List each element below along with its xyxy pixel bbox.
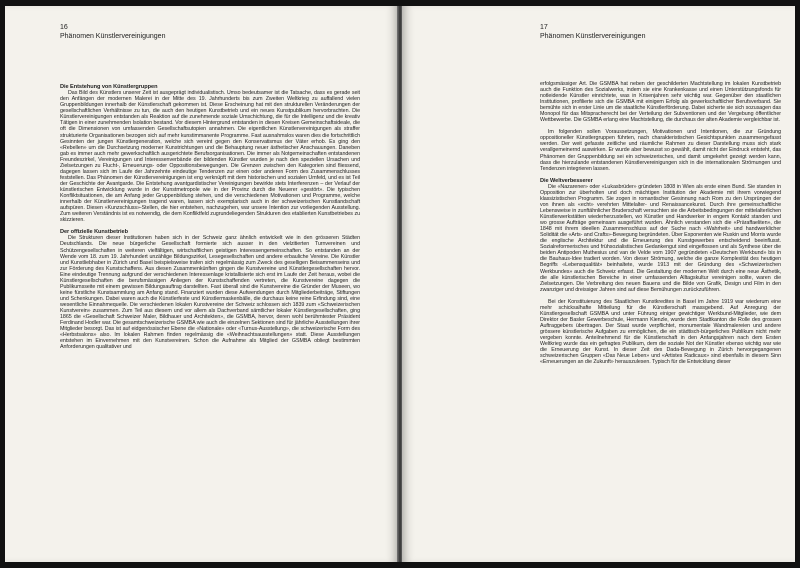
page-number: 16 (60, 24, 68, 31)
running-head: Phänomen Künstlervereinigungen (540, 33, 646, 40)
paragraph: erfolgsmässiger Art. Die GSMBA hat neben der geschilderten Machtstellung im lokalen Kunstbetrieb auch die Funktion des Sozialwerks, indem sie eine Krankenkasse und einen Unterstützungsfonds für notleidende Künstler einrichtete, was in Krisenjahren sehr wichtig war. Gegenüber den staatlichen Institutionen, profilierte sich die GSMBA mit einigem Erfolg als gewerkschaftlicher Berufsverband. Sie bemühte sich in erster Linie um die staatliche Künstlerförderung. Dabei sicherte sie sich sozusagen das Monopol für das Mitspracherecht bei der Verteilung der Subventionen und der Vergebung öffentlicher Wettbewerbe. Die GSMBA erlang eine Machtstellung, die durchaus der alten Akademie vergleichbar ist. (540, 81, 781, 124)
paragraph: Das Bild des Künstlers unserer Zeit ist ausgeprägt individualistisch. Umso bedeutsamer ist die Tatsache, dass es gerade seit den Anfängen der modernen Malerei in der Mitte des 19. Jahrhunderts bis zum Zweiten Weltkrieg zu auffallend vielen Gruppenbildungen innerhalb der Künstlerschaft gekommen ist. Diese Erscheinung hat mit den strukturellen Veränderungen der gesellschaftlichen Verhältnisse zu tun, die auch den heutigen Kunstbetrieb und ein neues Kunstpublikum hervorbrachten. Die Künstlervereinigungen entstanden als Reaktion auf die zunehmende soziale Umschichtung, die für die Intelligenz und die kreativ Tätigen in einer zunehmenden Isolation bestand. Vor diesem Hintergrund entstanden in diesen Kreisen Gemeinschaftsideale, die oft die Dimensionen von umfassenden Gesellschaftsutopien annahmen. Die eigentlichen Künstlervereinigungen als straffer strukturierte Organisationen bezogen sich auf mehr kunstimmanente Programme. Fast ausnahmslos waren dies die fortschrittlich Gesinnten der jungen Künstlergeneration, welche sich vereint gegen den Konservatismus der Väter erhob. Es ging den «Rebellen» um die Durchsetzung moderner Kunstrichtungen und die Behauptung neuer ästhetischer Anschauungen. Daneben gab es immer auch mehr gewerkschaftlich ausgerichtete Berufsorganisationen. Die immer als Notgemeinschaften entstandenen Freundeszirkel, Vereinigungen und Interessenverbände der bildenden Künstler wurden je nach den speziellen Ursachen und Zielsetzungen zu Flucht-, Erneuerungs- oder Oppositionsbewegungen. Die Grenzen zwischen den Kategorien sind fliessend, dagegen lassen sich im Laufe der Jahrzehnte eindeutige Tendenzen zur einen oder anderen Form des Zusammenschlusses feststellen. Das Phänomen der Künstlervereinigungen ist eng verknüpft mit dem historischen und sozialen Umfeld, und es ist Teil der Geschichte der Avantgarde. Die Entstehung avantgardistischer Vereinigungen bewirkte stets Interferenzen – der Verlauf der künstlerischen Entwicklung wurde in der Kunstmetropole wie in der Provinz durch die Neuerer «gestört». Die typischen Konfliktsituationen, die am Anfang jeder Gruppenbildung stehen, und die verschiedenen Motivationen und Programme, welche innerhalb der Künstlervereinigungen tragend waren, lassen sich exemplarisch auch in der schweizerischen Kunstlandschaft aufspüren. Diesen «Kunzschluss»-Stellen, die hier entstehen, nachzugehen, war unsere Intention zur vorliegenden Ausstellung. Zum weiteren Verständnis ist es notwendig, die dem Konfliktfeld zugrundeliegenden Strukturen des etablierten Kunstbetriebes zu skizzieren. (60, 90, 360, 224)
right-page-body (540, 81, 781, 371)
page-number: 17 (540, 24, 548, 31)
section-heading: Der offizielle Kunstbetrieb (60, 229, 128, 236)
paragraph: Die «Nazarener» oder «Lukasbrüder» gründeten 1808 in Wien als erste einen Bund. Sie standen in Opposition zur überholten und doch mächtigen Institution der Akademie mit ihrem vorwiegend klassizistischen Programm. Sie zogen in romantischer Gesinnung nach Rom zu den Ursprüngen der von ihnen als «echt» verehrten Mittelalter- und Renaissancekunst. Durch ihre gemeinschaftliche Lebensweise in zunftähnlicher Bruderschaft versuchten sie die Arbeitsbedingungen der mittelalterlichen Künstlerwerkstätten wiederherzustellen, wo Künstler und Handwerker in engem Kontakt standen und wo grosse Aufträge gemeinsam ausgeführt wurden. Ähnlich verstanden sich die «Präraffaeliten», die 1848 mit ihrem ideellen Zusammenschluss auf der Suche nach «Wahrheit» und handwerklicher Solidität die «Arts- and Crafts»-Bewegung begründeten. Über Exponenten wie Ruskin und Morris wurde die englische Architektur und die Erneuerung des Kunstgewerbes entscheidend beeinflusst. Sozialreformerisches und frühsozialistisches Gedankengut sind eingeflossen und als Synthese über die beiden Antipoden Muthesius und van de Velde vom 1907 gegründeten «Deutschen Werkbund» bis in die Bauhaus-Idee tradiert worden. Von dieser Strömung, welche die ganze Komplexität des heutigen Begriffs «Lebensqualität» beinhaltete, wurde 1913 mit der Gründung des «Schweizerischen Werkbundes» auch die Schweiz erfasst. Die Gestaltung der modernen Welt durch eine neue Ästhetik, die alle künstlerischen Bereiche in einer umfassenden Alltagskultur vereinigen sollte, waren die Zielsetzungen. Die Verbreitung des neuen Bauens und die Bilde von Grafik, Design und Film in den zwanziger und dreissiger Jahren sind auf diese Bemühungen zurückzuführen. (540, 183, 781, 293)
section-heading: Die Entstehung von Künstlergruppen (60, 84, 158, 90)
paragraph: Die Strukturen dieser Institutionen haben sich in der Schweiz ganz ähnlich entwickelt wie in den grösseren Städten Deutschlands. Die neue bürgerliche Gesellschaft formierte sich ausser in den vielzitierten Turnvereinen und Schützengesellschaften in weiteren vielfältigen, wirtschaftlichen geistigen Interessengemeinschaften. So entstanden an der Wende vom 18. zum 19. Jahrhundert unzählige Bildungszirkel, Lesegesellschaften und andere erbauliche Vereine. Die Künstler und Kunstliebhaber in Zürich und Basel beispielsweise trafen sich regelmässig zum Zweck des geselligen Beisammenseins und zur Förderung des Kunstschaffens. Aus diesen Zusammenkünften gingen die Kunstvereine und Künstlergesellschaften hervor. Eine eindeutige Trennung aufgrund der verschiedenen Interessenlage kristallisierte sich erst im Laufe der Zeit heraus, wobei die Künstlergesellschaften die berufsmässigen Anliegen der Kunstschaffenden vertreten, die Kunstvereine dagegen die Publikumsseite mit einem gewissen Bildungsauftrag darstellten. Fast überall sind die Kunstvereine die Gründer der Museen, wo keine fürstliche Kunstsammlung am Anfang stand. Finanziert wurden diese Aufwendungen durch Mitgliederbeiträge, Stiftungen und Schenkungen. Dabei waren auch die Künstlerfeste und Künstlermaskenbälle, die durchaus keine reine Erfindung sind, eine wesentliche Einnahmequelle. Die verschiedenen lokalen Kunstvereine der Schweiz schlossen sich 1839 zum «Schweizerischen Kunstverein» zusammen. Zum Teil aus diesem und vor allem als Dachverband sämtlicher lokaler Künstlergesellschaften, ging 1865 die «Gesellschaft Schweizer Maler, Bildhauer und Architekten», die GSMBA, hervor, deren wohl berühmtester Präsident Ferdinand Hodler war. Die gesamtschweizerische GSMBA wie auch die einzelnen Sektionen sind für jährliche Ausstellungen ihrer Mitglieder besorgt. Das ist auf eidgenössischer Ebene die «Nationale» oder «Turnus-Ausstellung», die schweizerische Form des «Herbstsalons» also. Im lokalen Rahmen finden regelmässig die «Weihnachtsausstellungen» statt. Diese Ausstellungen entstehen im Einvernehmen mit den Kunstvereinen. Schon die Aufnahme als Mitglied der GSMBA obliegt bestimmten Anforderungen qualitativer und (60, 235, 360, 351)
left-page-body (60, 84, 360, 356)
running-head: Phänomen Künstlervereinigungen (60, 33, 166, 40)
paragraph: Im folgenden sollen Voraussetzungen, Motivationen und Intentionen, die zur Gründung oppositioneller Künstlergruppen führten, nach charakteristischen Gesichtspunkten zusammengefasst werden. Der weit gefasste zeitliche und räumliche Rahmen zu dieser Darstellung muss sich stark verallgemeinernd auswirken. Er wurde aber bewusst so gewählt, damit nicht der Eindruck entsteht, das Phänomen der Gruppenbildung sei ein schweizerisches, und damit umgekehrt gezeigt werden kann, dass die hierzulande entstandenen Künstlervereinigungen sich in die internationalen Strömungen und Tendenzen integrieren lassen. (540, 129, 781, 172)
right-page (402, 6, 795, 562)
section-heading: Die Weltverbesserer (540, 177, 593, 184)
left-page (5, 6, 398, 562)
paragraph: Bei der Konstituierung des Staatlichen Kunstkredites in Basel im Jahre 1919 war wiederum eine mehr schicksalhafte Mitteilung für die Künstlerschaft massgebend. Auf Anregung der Künstlergesellschaft GSMBA und unter Führung einiger gewichtiger Werkbund-Mitglieder, wie dem Direktor der Basler Gewerbeschule, Hermann Kienzle, wurde dem Stadtkanton die Rolle des grossen Auftraggebers übertragen. Der Staat wurde verpflichtet, monumentale Wandmalereien und andere grössere künstlerische Aufgaben zu ermöglichen, die ein städtisch-bürgerliches Publikum nicht mehr vergeben konnte. Anteilnehmend für die Künstlerschaft in den Anfangsjahren nach dem Ersten Weltkrieg wurde das ein gefragtes Publikum, dem die soziale Not der Künstler ebenso wichtig war wie die Erneuerung der Kunst. In dieser Zeit des Dada-Bewegung in Zürich hervorgegangenen schweizerischen Gruppen «Das Neue Leben» und «Artistes Radicaux» sind ebenfalls in diesem Sinn «Erneuerungen an die Zukunft» herauszulesen. Typisch für die Entwicklung dieser (540, 298, 781, 366)
